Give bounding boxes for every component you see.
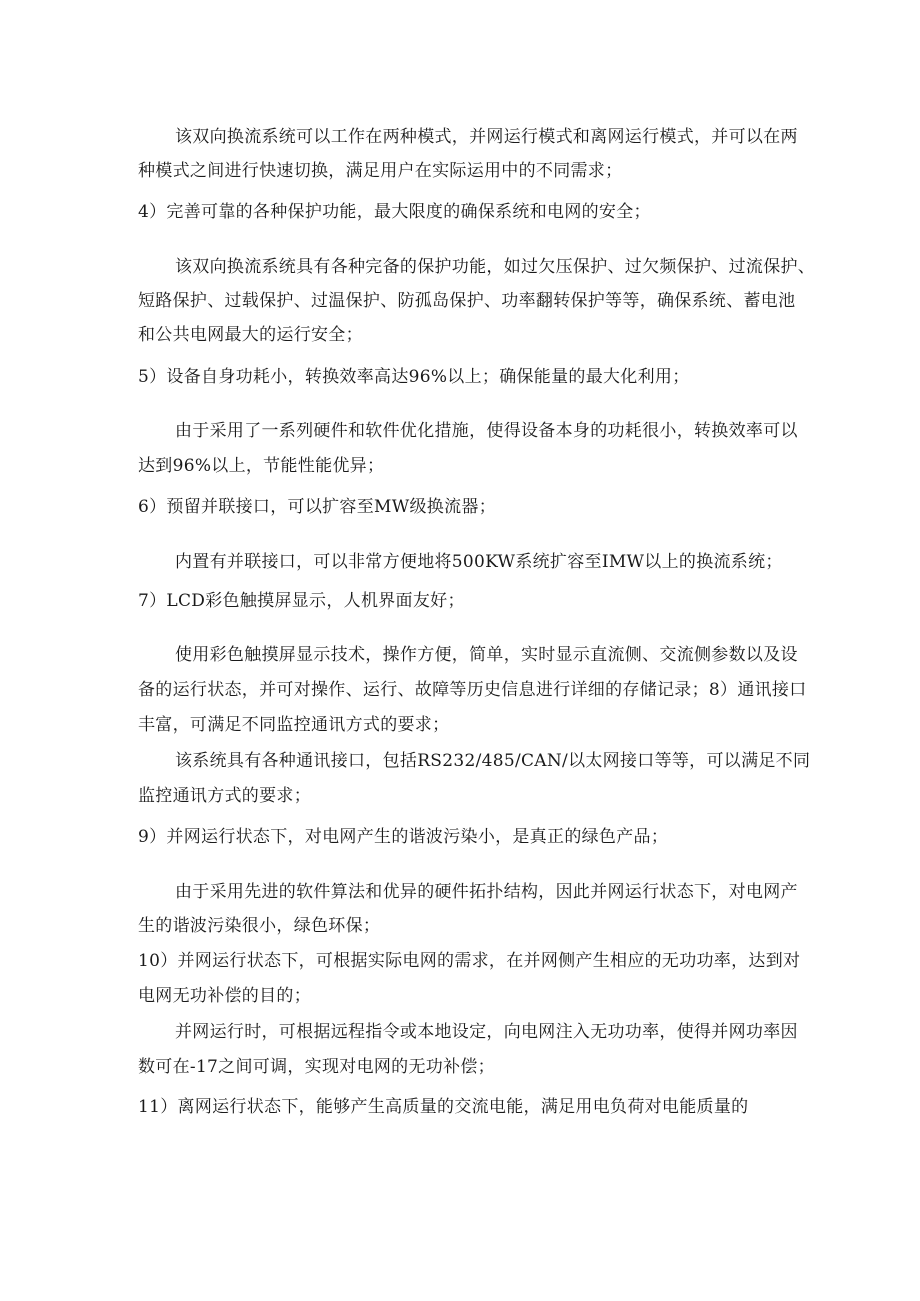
- text-line: 和公共电网最大的运行安全；: [138, 325, 363, 345]
- text-line: 该双向换流系统具有各种完备的保护功能，如过欠压保护、过欠频保护、过流保护、: [175, 257, 816, 277]
- text-line: 由于采用了一系列硬件和软件优化措施，使得设备本身的功耗很小，转换效率可以: [175, 421, 798, 441]
- text-line: 短路保护、过载保护、过温保护、防孤岛保护、功率翻转保护等等，确保系统、蓄电池: [138, 291, 796, 311]
- text-line: 种模式之间进行快速切换，满足用户在实际运用中的不同需求；: [138, 161, 623, 181]
- text-line: 备的运行状态，并可对操作、运行、故障等历史信息进行详细的存储记录；8）通讯接口: [138, 680, 807, 700]
- text-line: 11）离网运行状态下，能够产生高质量的交流电能，满足用电负荷对电能质量的: [138, 1097, 749, 1117]
- text-line: 7）LCD彩色触摸屏显示，人机界面友好；: [138, 591, 465, 611]
- text-line: 达到96%以上，节能性能优异；: [138, 456, 385, 476]
- text-line: 使用彩色触摸屏显示技术，操作方便，简单，实时显示直流侧、交流侧参数以及设: [175, 645, 798, 665]
- text-line: 9）并网运行状态下，对电网产生的谐波污染小，是真正的绿色产品；: [138, 827, 669, 847]
- text-line: 监控通讯方式的要求；: [138, 786, 311, 806]
- text-line: 数可在-17之间可调，实现对电网的无功补偿；: [138, 1057, 495, 1077]
- text-line: 并网运行时，可根据远程指令或本地设定，向电网注入无功功率，使得并网功率因: [175, 1022, 798, 1042]
- text-line: 4）完善可靠的各种保护功能，最大限度的确保系统和电网的安全；: [138, 202, 651, 222]
- text-line: 由于采用先进的软件算法和优异的硬件拓扑结构，因此并网运行状态下，对电网产: [175, 882, 798, 902]
- text-line: 该系统具有各种通讯接口，包括RS232/485/CAN/以太网接口等等，可以满足不同: [175, 751, 811, 771]
- text-line: 6）预留并联接口，可以扩容至MW级换流器；: [138, 497, 496, 517]
- text-line: 5）设备自身功耗小，转换效率高达96%以上；确保能量的最大化利用；: [138, 367, 690, 387]
- text-line: 内置有并联接口，可以非常方便地将500KW系统扩容至IMW以上的换流系统；: [175, 552, 783, 572]
- text-line: 丰富，可满足不同监控通讯方式的要求；: [138, 715, 450, 735]
- text-line: 该双向换流系统可以工作在两种模式，并网运行模式和离网运行模式，并可以在两: [175, 127, 798, 147]
- text-line: 10）并网运行状态下，可根据实际电网的需求，在并网侧产生相应的无功功率，达到对: [138, 951, 801, 971]
- text-line: 生的谐波污染很小，绿色环保；: [138, 916, 381, 936]
- text-line: 电网无功补偿的目的；: [138, 986, 311, 1006]
